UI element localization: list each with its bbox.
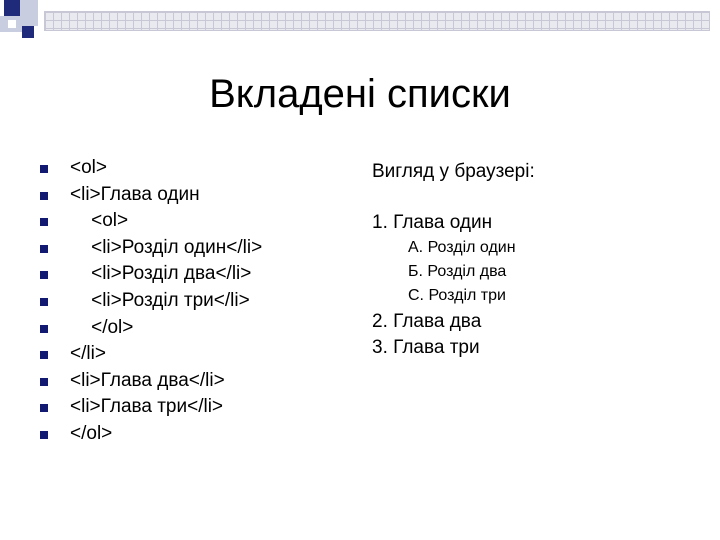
square-bullet-icon [40, 378, 48, 386]
code-line [40, 238, 262, 265]
square-bullet-icon [40, 192, 48, 200]
code-line-text: </li> [70, 343, 106, 365]
code-line [40, 424, 262, 451]
code-line-text: </ol> [70, 422, 113, 444]
preview-subitem-a: A. Розділ один [408, 239, 516, 256]
square-bullet-icon [40, 404, 48, 412]
code-listing [40, 158, 262, 451]
code-line [40, 185, 262, 212]
preview-subitem-c: C. Розділ три [408, 287, 506, 304]
square-bullet-icon [40, 298, 48, 306]
deco-square [8, 20, 16, 28]
code-line-text: </ol> [70, 316, 134, 338]
code-line [40, 291, 262, 318]
code-line [40, 264, 262, 291]
square-bullet-icon [40, 271, 48, 279]
code-line-text: <li>Розділ два</li> [70, 263, 252, 285]
code-line-text: <ol> [70, 157, 107, 178]
browser-preview [372, 160, 535, 358]
square-bullet-icon [40, 218, 48, 226]
slide-title: Вкладені списки [209, 72, 511, 116]
deco-square [4, 0, 20, 16]
code-line-text: <li>Глава два</li> [70, 369, 225, 391]
code-line [40, 371, 262, 398]
code-line [40, 397, 262, 424]
code-line [40, 344, 262, 371]
code-line [40, 158, 262, 185]
code-line [40, 318, 262, 345]
code-line-text: <li>Розділ три</li> [70, 289, 250, 311]
preview-item-1: 1. Глава один [372, 212, 493, 233]
preview-item-3: 3. Глава три [372, 337, 480, 358]
preview-heading: Вигляд у браузері: [372, 161, 535, 182]
code-line-text: <ol> [70, 210, 129, 232]
code-line-text: <li>Розділ один</li> [70, 236, 263, 258]
square-bullet-icon [40, 325, 48, 333]
preview-item-2: 2. Глава два [372, 311, 482, 332]
header-grid-bar [44, 11, 710, 31]
code-line [40, 211, 262, 238]
deco-square [20, 0, 38, 26]
preview-subitem-b: Б. Розділ два [408, 263, 507, 280]
square-bullet-icon [40, 431, 48, 439]
code-line-text: <li>Глава один [70, 183, 200, 205]
square-bullet-icon [40, 245, 48, 253]
square-bullet-icon [40, 351, 48, 359]
code-line-text: <li>Глава три</li> [70, 396, 224, 418]
deco-square [22, 26, 34, 38]
square-bullet-icon [40, 165, 48, 173]
